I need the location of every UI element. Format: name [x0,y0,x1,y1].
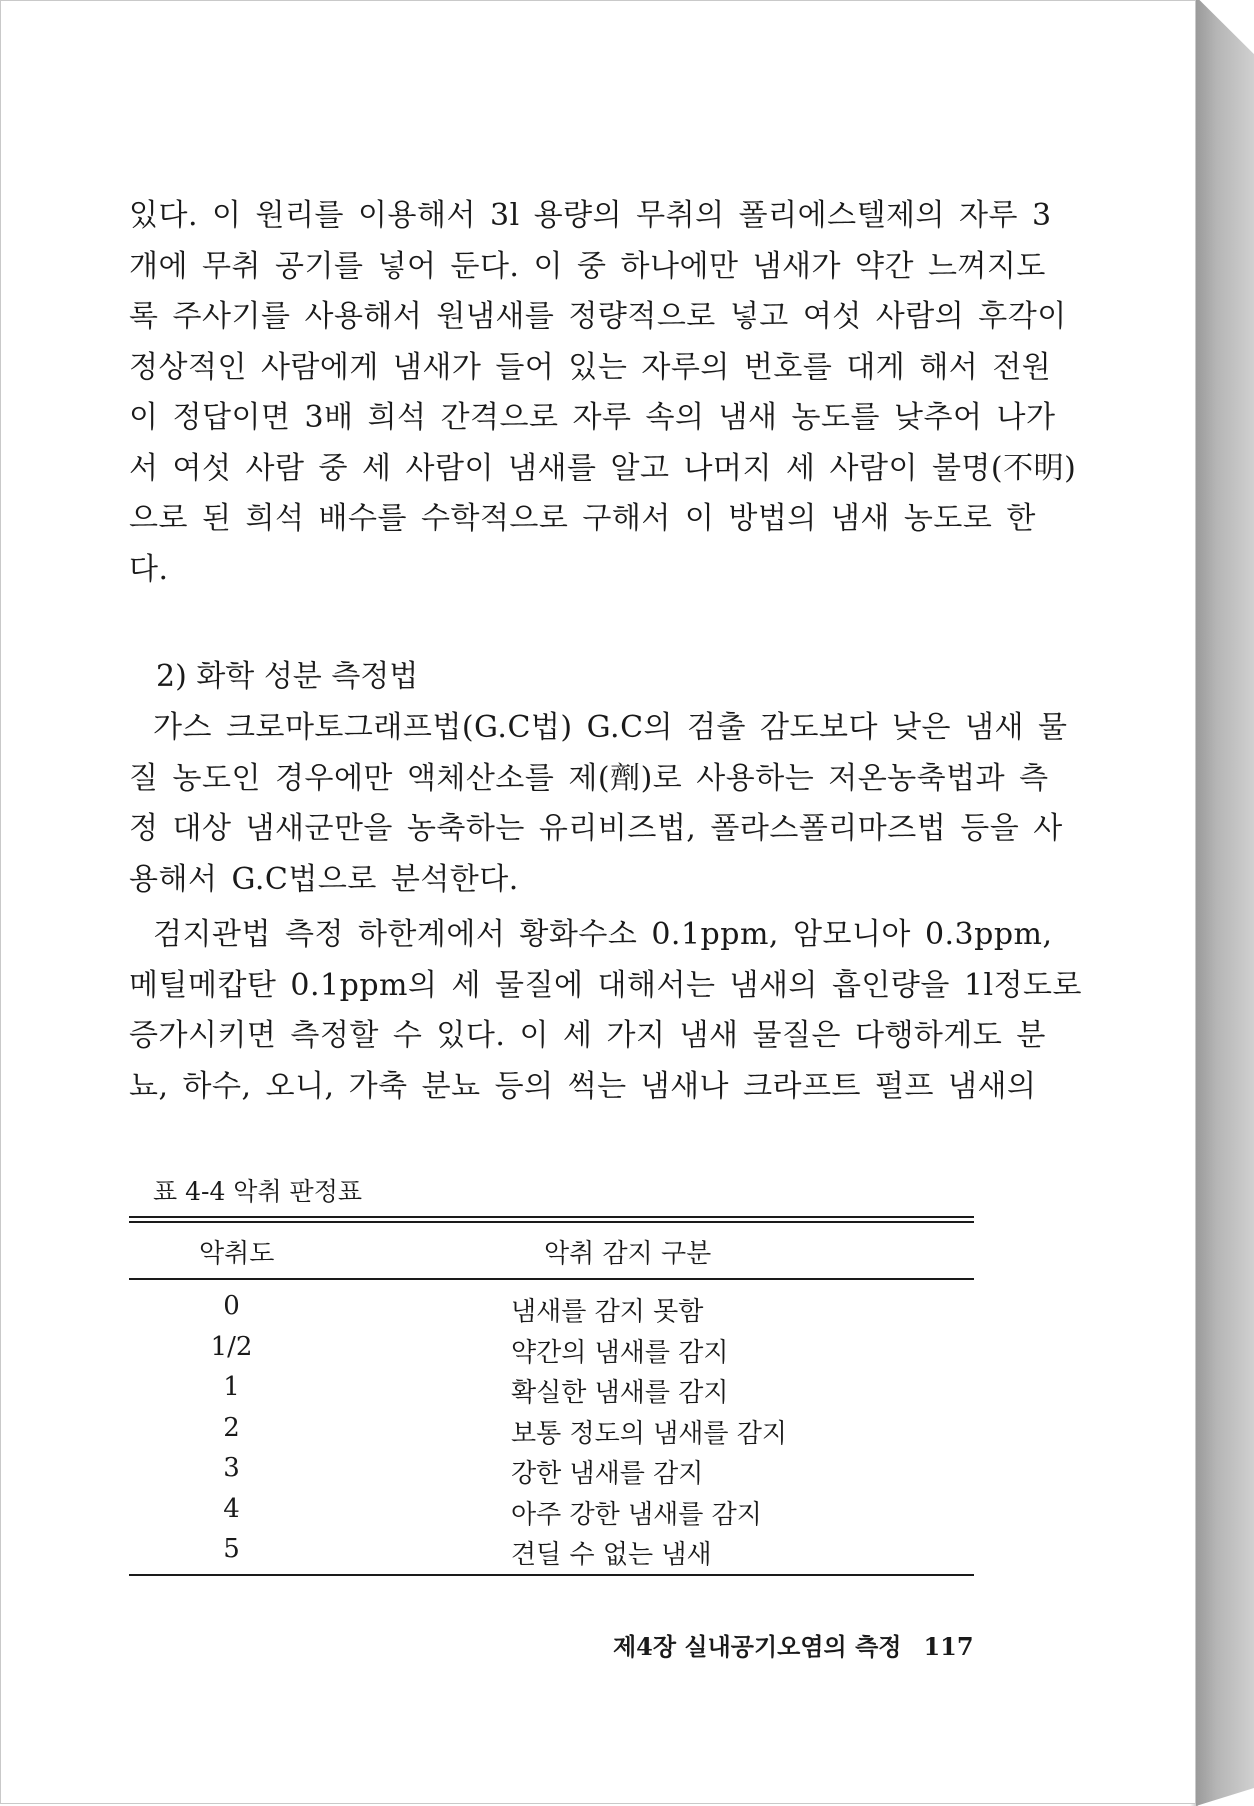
cell-description: 보통 정도의 냄새를 감지 [511,1418,787,1449]
table-row [129,1489,974,1530]
table-body [129,1280,974,1574]
cell-level: 3 [223,1453,240,1483]
table-row [129,1327,974,1368]
text-line: 이 정답이면 3배 희석 간격으로 자루 속의 냄새 농도를 낮추어 나가 [129,400,1056,435]
cell-level: 1 [223,1372,240,1402]
column-header-level: 악취도 [199,1239,275,1269]
text-line: 질 농도인 경우에만 액체산소를 제(劑)로 사용하는 저온농축법과 측 [129,760,1049,796]
paragraph-3 [129,910,1083,1112]
cell-description: 확실한 냄새를 감지 [511,1378,729,1408]
cell-description: 강한 냄새를 감지 [511,1459,704,1489]
section-heading: 2) 화학 성분 측정법 [156,659,419,694]
table-row [129,1408,974,1449]
cell-description: 견딜 수 없는 냄새 [511,1540,712,1570]
cell-description: 아주 강한 냄새를 감지 [511,1499,762,1530]
table-caption: 표 4-4 악취 판정표 [153,1177,362,1206]
text-line: 정 대상 냄새군만을 농축하는 유리비즈법, 폴라스폴리마즈법 등을 사 [129,811,1063,846]
table-row [129,1367,974,1408]
text-line: 증가시키면 측정할 수 있다. 이 세 가지 냄새 물질은 다행하게도 분 [129,1018,1046,1053]
cell-level: 2 [223,1412,240,1443]
text-line: 뇨, 하수, 오니, 가축 분뇨 등의 썩는 냄새나 크라프트 펄프 냄새의 [129,1068,1037,1104]
column-header-description: 악취 감지 구분 [544,1239,712,1269]
text-line: 으로 된 희석 배수를 수학적으로 구해서 이 방법의 냄새 농도로 한 [129,501,1036,536]
table-row [129,1529,974,1570]
page-edge [1196,0,1254,1806]
text-line: 가스 크로마토그래프법(G.C법) G.C의 검출 감도보다 낮은 냄새 물 [153,710,1068,745]
odor-rating-table [129,1216,974,1576]
cell-level: 5 [223,1534,240,1564]
text-line: 다. [129,551,169,587]
cell-description: 냄새를 감지 못함 [511,1297,704,1327]
cell-level: 1/2 [210,1331,253,1362]
table-header [129,1223,974,1278]
text-line: 록 주사기를 사용해서 원냄새를 정량적으로 넣고 여섯 사람의 후각이 [129,299,1067,334]
page-number: 117 [923,1632,974,1661]
text-line: 용해서 G.C법으로 분석한다. [129,861,519,897]
text-line: 메틸메캅탄 0.1ppm의 세 물질에 대해서는 냄새의 흡인량을 1l정도로 [129,967,1083,1003]
text-line: 검지관법 측정 하한계에서 황화수소 0.1ppm, 암모니아 0.3ppm, [153,917,1053,952]
cell-description: 약간의 냄새를 감지 [511,1337,729,1368]
cell-level: 0 [223,1291,240,1321]
text-line: 있다. 이 원리를 이용해서 3l 용량의 무취의 폴리에스텔제의 자루 3 [129,198,1052,233]
text-line: 개에 무취 공기를 넣어 둔다. 이 중 하나에만 냄새가 약간 느껴지도 [129,248,1046,284]
page-footer [613,1627,974,1662]
text-line: 서 여섯 사람 중 세 사람이 냄새를 알고 나머지 세 사람이 불명(不明) [129,450,1077,486]
chapter-title: 제4장 실내공기오염의 측정 [613,1632,902,1661]
paragraph-1 [129,191,1077,595]
table-bottom-rule [129,1574,974,1576]
table-row [129,1286,974,1327]
cell-level: 4 [223,1493,240,1524]
text-line: 정상적인 사람에게 냄새가 들어 있는 자루의 번호를 대게 해서 전원 [129,349,1052,385]
table-top-rule [129,1216,974,1223]
paragraph-2 [129,703,1068,905]
table-row [129,1448,974,1489]
